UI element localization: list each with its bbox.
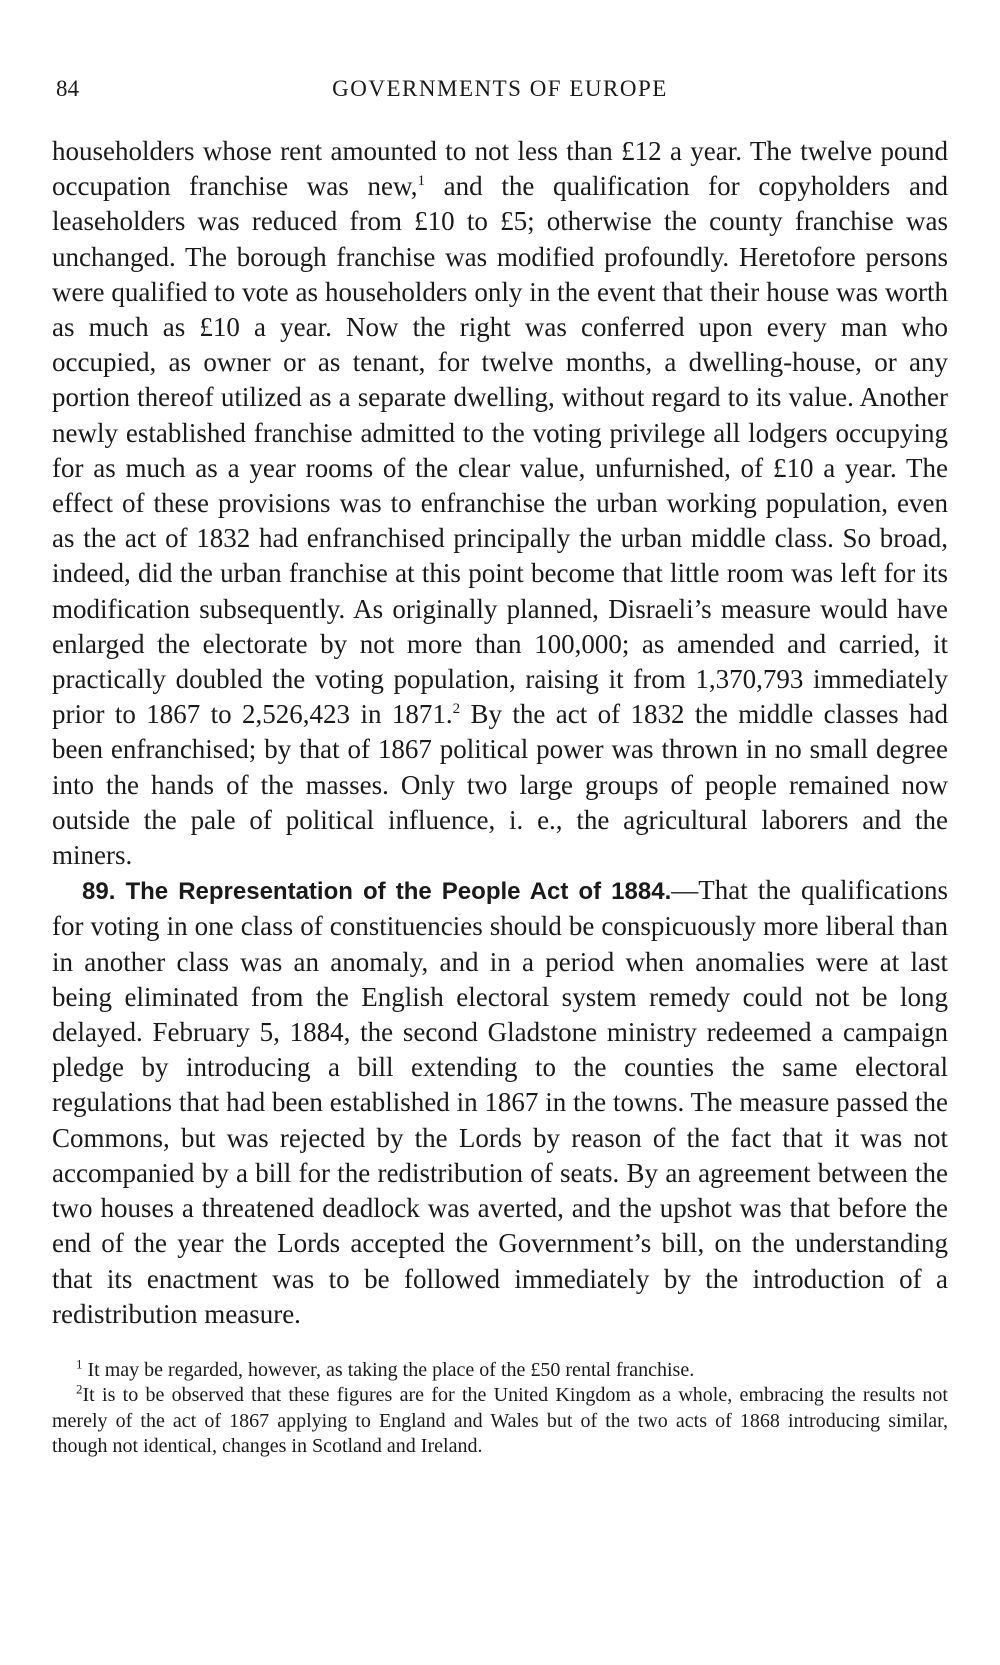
- body-text: [52, 134, 948, 1332]
- paragraph-text: householders whose rent amounted to not less than £12 a year. The twelve pound occupation franchise was new,: [52, 136, 948, 202]
- footnotes: [52, 1358, 948, 1460]
- page-number: 84: [56, 76, 79, 101]
- footnote: [52, 1383, 948, 1460]
- paragraph-text: —That the qualifications for voting in one class of constituencies should be conspicuously more liberal than in another class was an anomaly, and in a period when anomalies were at last being eliminated from the English electoral system remedy could not be long delayed. February 5, 1884, the second Gladstone ministry redeemed a campaign pledge by introducing a bill extending to the counties the same electoral regulations that had been established in 1867 in the towns. The measure passed the Commons, but was rejected by the Lords by reason of the fact that it was not accompanied by a bill for the redistribution of seats. By an agreement between the two houses a threatened deadlock was averted, and the upshot was that before the end of the year the Lords accepted the Government’s bill, on the understanding that its enactment was to be followed immediately by the introduction of a redistribution measure.: [52, 875, 949, 1329]
- paragraph-text: By the act of 1832 the middle classes had been enfranchised; by that of 1867 political power was thrown in no small degree into the hands of the masses. Only two large groups of people remained now outside the pale of political influence, i. e., the agricultural laborers and the miners.: [52, 699, 948, 871]
- footnote-reference: 1: [417, 173, 425, 190]
- footnote: [52, 1358, 948, 1384]
- book-page: [52, 76, 948, 1460]
- running-head: [52, 76, 948, 110]
- running-title: GOVERNMENTS OF EUROPE: [332, 76, 668, 101]
- footnote-mark: 2: [76, 1381, 83, 1397]
- footnote-text: It may be regarded, however, as taking the place of the £50 rental franchise.: [87, 1358, 695, 1381]
- footnote-text: It is to be observed that these figures are for the United Kingdom as a whole, embracing the results not merely of the act of 1867 applying to England and Wales but of the two acts of 1868 introducing similar, though not identical, changes in Scotland and Ireland.: [52, 1384, 948, 1458]
- paragraph-text: and the qualification for copyholders and leaseholders was reduced from £10 to £5; otherwise the county franchise was unchanged. The borough franchise was modified profoundly. Heretofore persons were qualified to vote as householders only in the event that their house was worth as much as £10 a year. Now the right was conferred upon every man who occupied, as owner or as tenant, for twelve months, a dwelling-house, or any portion thereof utilized as a separate dwelling, without regard to its value. Another newly established franchise admitted to the voting privilege all lodgers occupying for as much as a year rooms of the clear value, unfurnished, of £10 a year. The effect of these provisions was to enfranchise the urban working population, even as the act of 1832 had enfranchised principally the urban middle class. So broad, indeed, did the urban franchise at this point become that little room was left for its modification subsequently. As originally planned, Disraeli’s measure would have enlarged the electorate by not more than 100,000; as amended and carried, it practically doubled the voting population, raising it from 1,370,793 immediately prior to 1867 to 2,526,423 in 1871.: [52, 171, 948, 730]
- section-heading: 89. The Representation of the People Act of 1884.: [82, 878, 672, 906]
- section-paragraph: [52, 873, 948, 1332]
- paragraph-continued: [52, 134, 948, 873]
- footnote-mark: 1: [76, 1356, 83, 1372]
- footnote-reference: 2: [452, 701, 461, 718]
